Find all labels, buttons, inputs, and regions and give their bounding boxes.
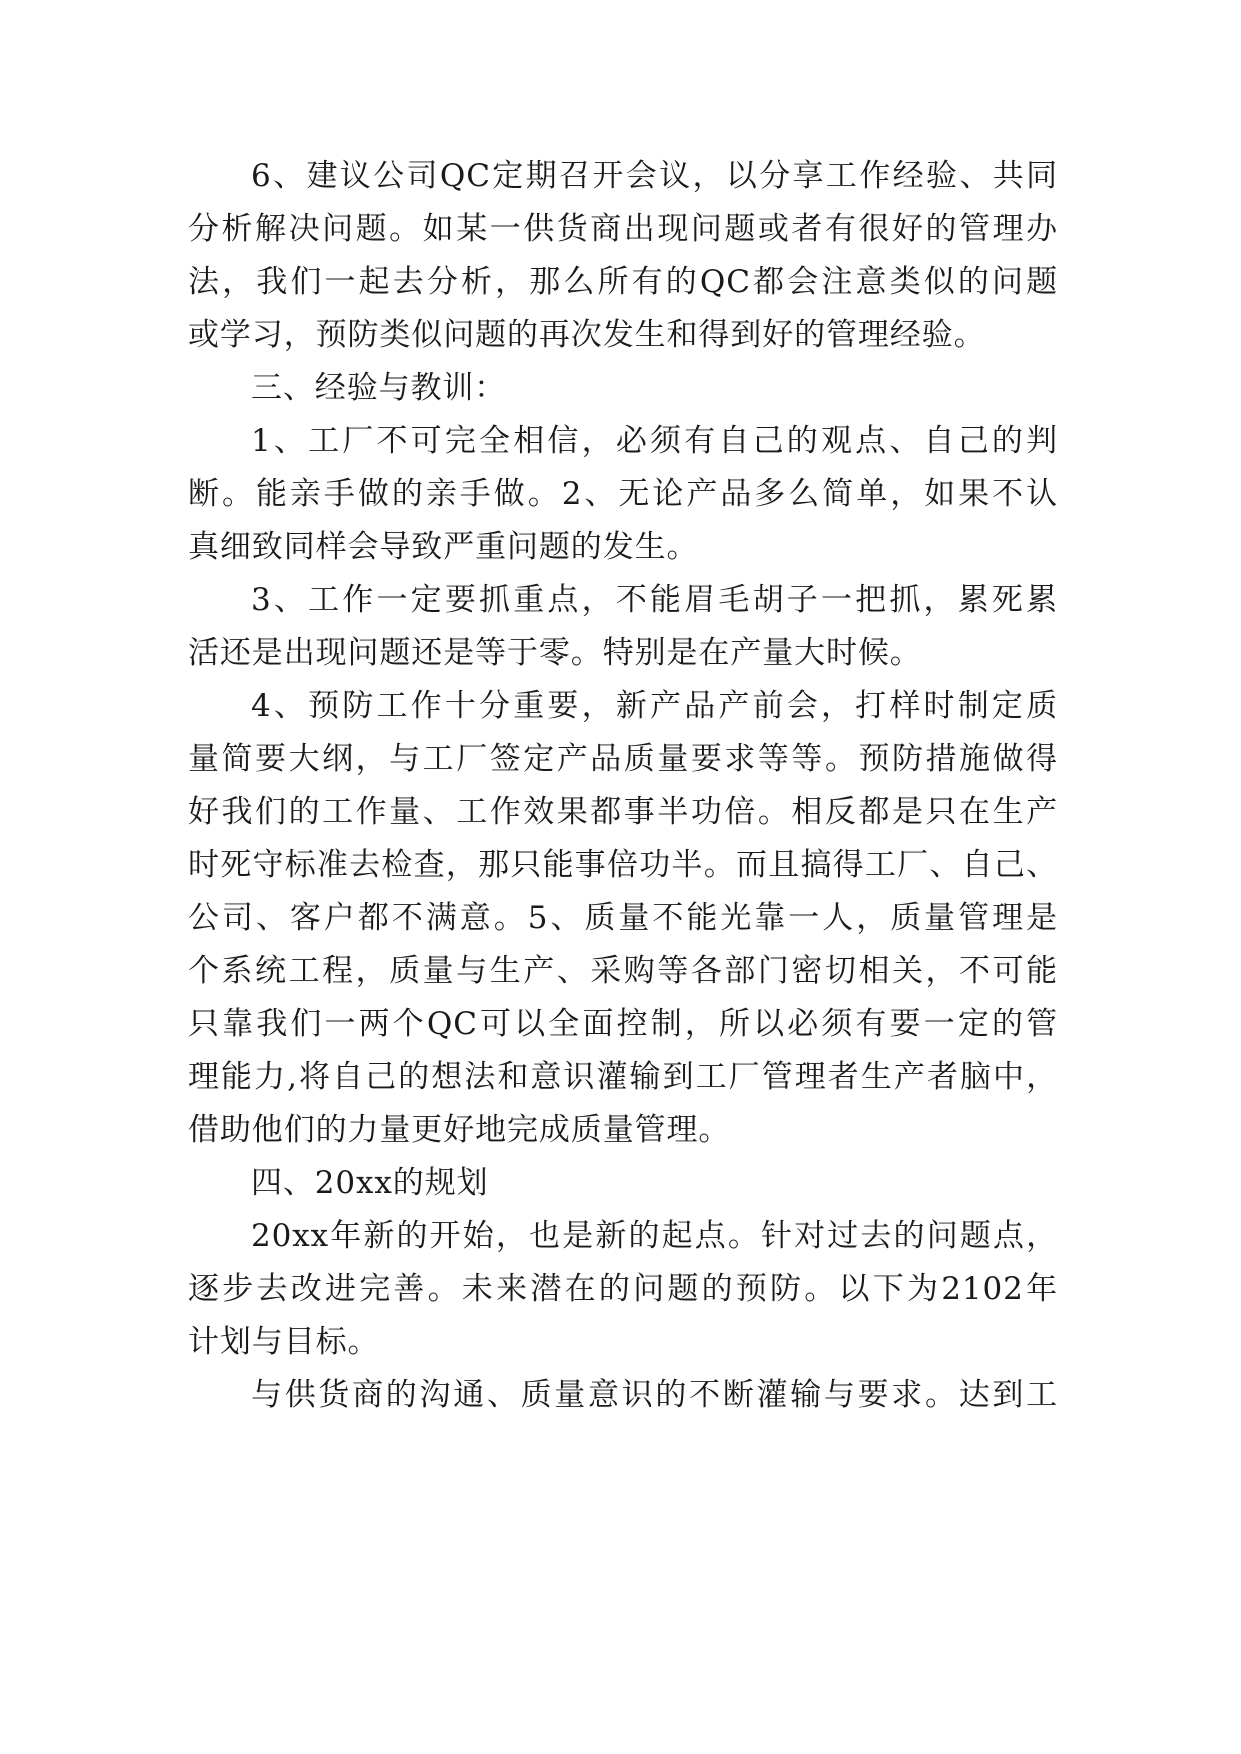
paragraph-line: 断。能亲手做的亲手做。2、无论产品多么简单，如果不认 (188, 476, 1058, 512)
paragraph-line: 20xx年新的开始，也是新的起点。针对过去的问题点， (251, 1218, 1058, 1254)
paragraph-line: 个系统工程，质量与生产、采购等各部门密切相关，不可能 (188, 953, 1058, 989)
paragraph-line: 与供货商的沟通、质量意识的不断灌输与要求。达到工 (251, 1377, 1058, 1413)
paragraph-line: 只靠我们一两个QC可以全面控制，所以必须有要一定的管 (188, 1006, 1058, 1042)
section-heading: 四、20xx的规划 (251, 1165, 489, 1201)
paragraph-line: 理能力,将自己的想法和意识灌输到工厂管理者生产者脑中， (188, 1059, 1058, 1095)
paragraph-line: 4、预防工作十分重要，新产品产前会，打样时制定质 (251, 688, 1058, 724)
paragraph-line: 活还是出现问题还是等于零。特别是在产量大时候。 (188, 635, 922, 671)
paragraph-line: 公司、客户都不满意。5、质量不能光靠一人，质量管理是 (188, 900, 1058, 936)
paragraph-line: 分析解决问题。如某一供货商出现问题或者有很好的管理办 (188, 211, 1058, 247)
paragraph-line: 法，我们一起去分析，那么所有的QC都会注意类似的问题 (188, 264, 1058, 300)
paragraph-line: 1、工厂不可完全相信，必须有自己的观点、自己的判 (251, 423, 1058, 459)
section-heading: 三、经验与教训： (251, 370, 507, 406)
paragraph-line: 时死守标准去检查，那只能事倍功半。而且搞得工厂、自己、 (188, 847, 1058, 883)
paragraph-line: 3、工作一定要抓重点，不能眉毛胡子一把抓，累死累 (251, 582, 1058, 618)
paragraph-line: 量简要大纲，与工厂签定产品质量要求等等。预防措施做得 (188, 741, 1058, 777)
paragraph-line: 真细致同样会导致严重问题的发生。 (188, 529, 699, 565)
document-body (188, 150, 1058, 1422)
paragraph-line: 6、建议公司QC定期召开会议，以分享工作经验、共同 (251, 158, 1058, 194)
paragraph-line: 逐步去改进完善。未来潜在的问题的预防。以下为2102年 (188, 1271, 1058, 1307)
paragraph-line: 计划与目标。 (188, 1324, 380, 1360)
paragraph-line: 好我们的工作量、工作效果都事半功倍。相反都是只在生产 (188, 794, 1058, 830)
paragraph-line: 或学习，预防类似问题的再次发生和得到好的管理经验。 (188, 317, 986, 353)
paragraph-line: 借助他们的力量更好地完成质量管理。 (188, 1112, 731, 1148)
